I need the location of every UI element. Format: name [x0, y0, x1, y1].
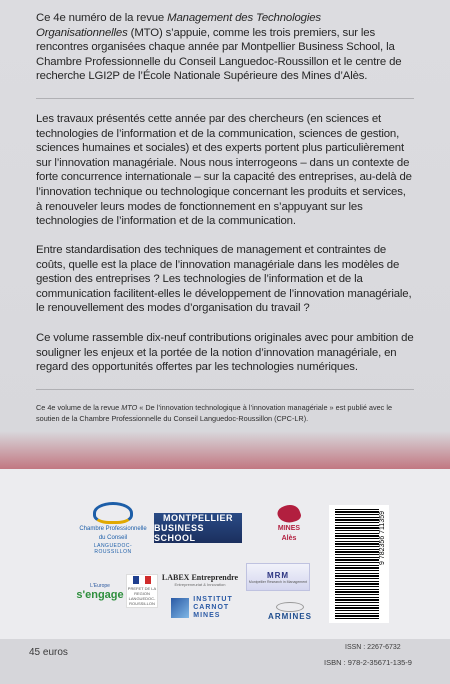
labex-entreprendre-logo	[160, 569, 240, 591]
europe-line-2: s'engage	[76, 589, 124, 601]
summary-paragraph: Ce volume rassemble dix-neuf contributions originales avec pour ambition de souligner les enjeux et la portée de la notion d’innovation managériale, en regard des opportunités offertes par les technologies numériques.	[36, 332, 414, 374]
armines-label: ARMINES	[268, 611, 312, 621]
isbn-barcode	[329, 505, 389, 623]
divider-middle	[36, 389, 414, 390]
europe-logo	[76, 577, 124, 607]
armines-ring-icon	[276, 602, 304, 612]
note-text-c: « De l’innovation technologique à l’innovation managériale » est publié avec le soutien de la Chambre Professionnelle du Conseil Languedoc-Roussillon (CPC-LR).	[36, 403, 393, 423]
questions-paragraph: Entre standardisation des techniques de management et contraintes de coûts, quelle est la place de l’innovation managériale dans les modèles de gestion des entreprises ? Les technologies de l’information et de la communication facilitent-elles le développement de l’innovation managériale, le renouvellement des modes d’organisation du travail ?	[36, 244, 412, 315]
chambre-line-3: LANGUEDOC-ROUSSILLON	[93, 542, 133, 555]
prefet-region-logo	[126, 574, 158, 608]
europe-line-1: L'Europe	[90, 583, 110, 589]
research-paragraph: Les travaux présentés cette année par des chercheurs (en sciences et technologies de l’information et de la communication, sciences de gestion, sciences humaines et sociales) et des experts portent plus particulièrement sur l’innovation managériale. Nous nous interrogeons – dans un contexte de forte concurrence internationale – sur la capacité des entreprises, au-delà de l’innovation technique ou technologique concernant les produits et services, à renouveler leurs modes de fonctionnement en s’appuyant sur les technologies de l’information et de la communication.	[36, 113, 412, 228]
carnot-line-1: INSTITUT	[193, 596, 233, 603]
mrm-subtitle: Montpellier Research in Management	[248, 579, 308, 584]
issn-label: ISSN : 2267-6732	[345, 644, 401, 651]
institut-carnot-logo	[164, 594, 240, 622]
mbs-line-1: MONTPELLIER	[163, 513, 233, 523]
intro-text-a: Ce 4e numéro de la revue	[36, 12, 168, 24]
mines-ales-logo	[264, 500, 314, 548]
note-text-a: Ce 4e volume de la revue	[36, 403, 122, 412]
mbs-line-2: BUSINESS SCHOOL	[154, 523, 205, 543]
mines-line-1: MINES	[277, 525, 301, 532]
french-flag-icon	[133, 576, 151, 584]
region-label: PREFET DE LA REGION LANGUEDOC-ROUSSILLON	[127, 586, 157, 606]
barcode-bars	[335, 509, 379, 619]
carnot-line-2: CARNOT	[193, 604, 230, 611]
armines-logo	[262, 596, 318, 626]
carnot-text	[193, 596, 233, 620]
montpellier-business-school-logo	[154, 513, 242, 543]
mrm-logo	[246, 563, 310, 591]
note-journal: MTO	[121, 403, 138, 412]
red-gradient-band	[0, 431, 450, 469]
mines-line-2: Alès	[281, 535, 297, 542]
intro-text-c: (MTO) s’appuie, comme les trois premiers, sur les rencontres organisées chaque année par Montpellier Business School, la Chambre Professionnelle du Conseil Languedoc-Roussillon et le centre de recherche LGI2P de l’École Nationale Supérieure des Mines d’Alès.	[36, 26, 402, 83]
chambre-professionnelle-logo	[78, 498, 148, 558]
price-label: 45 euros	[29, 647, 68, 658]
isbn-label: ISBN : 978-2-35671-135-9	[324, 658, 412, 667]
intro-paragraph	[36, 11, 414, 84]
journal-title: Management des Technologies Organisationnelles	[36, 12, 321, 39]
mines-mark-icon	[276, 502, 303, 526]
mrm-title: MRM	[266, 570, 290, 580]
publication-note	[36, 403, 416, 424]
chambre-line-1: Chambre Professionnelle	[79, 525, 147, 532]
divider-top	[36, 98, 414, 99]
labex-title: LABEX Entreprendre	[161, 573, 239, 582]
barcode-number: 9 782356 711359	[379, 511, 386, 565]
chambre-mark-icon	[93, 502, 133, 524]
carnot-mark-icon	[171, 598, 189, 618]
labex-subtitle: Entrepreneuriat & Innovation	[174, 582, 226, 587]
carnot-line-3: MINES	[193, 612, 221, 619]
chambre-line-2: du Conseil	[98, 534, 128, 541]
